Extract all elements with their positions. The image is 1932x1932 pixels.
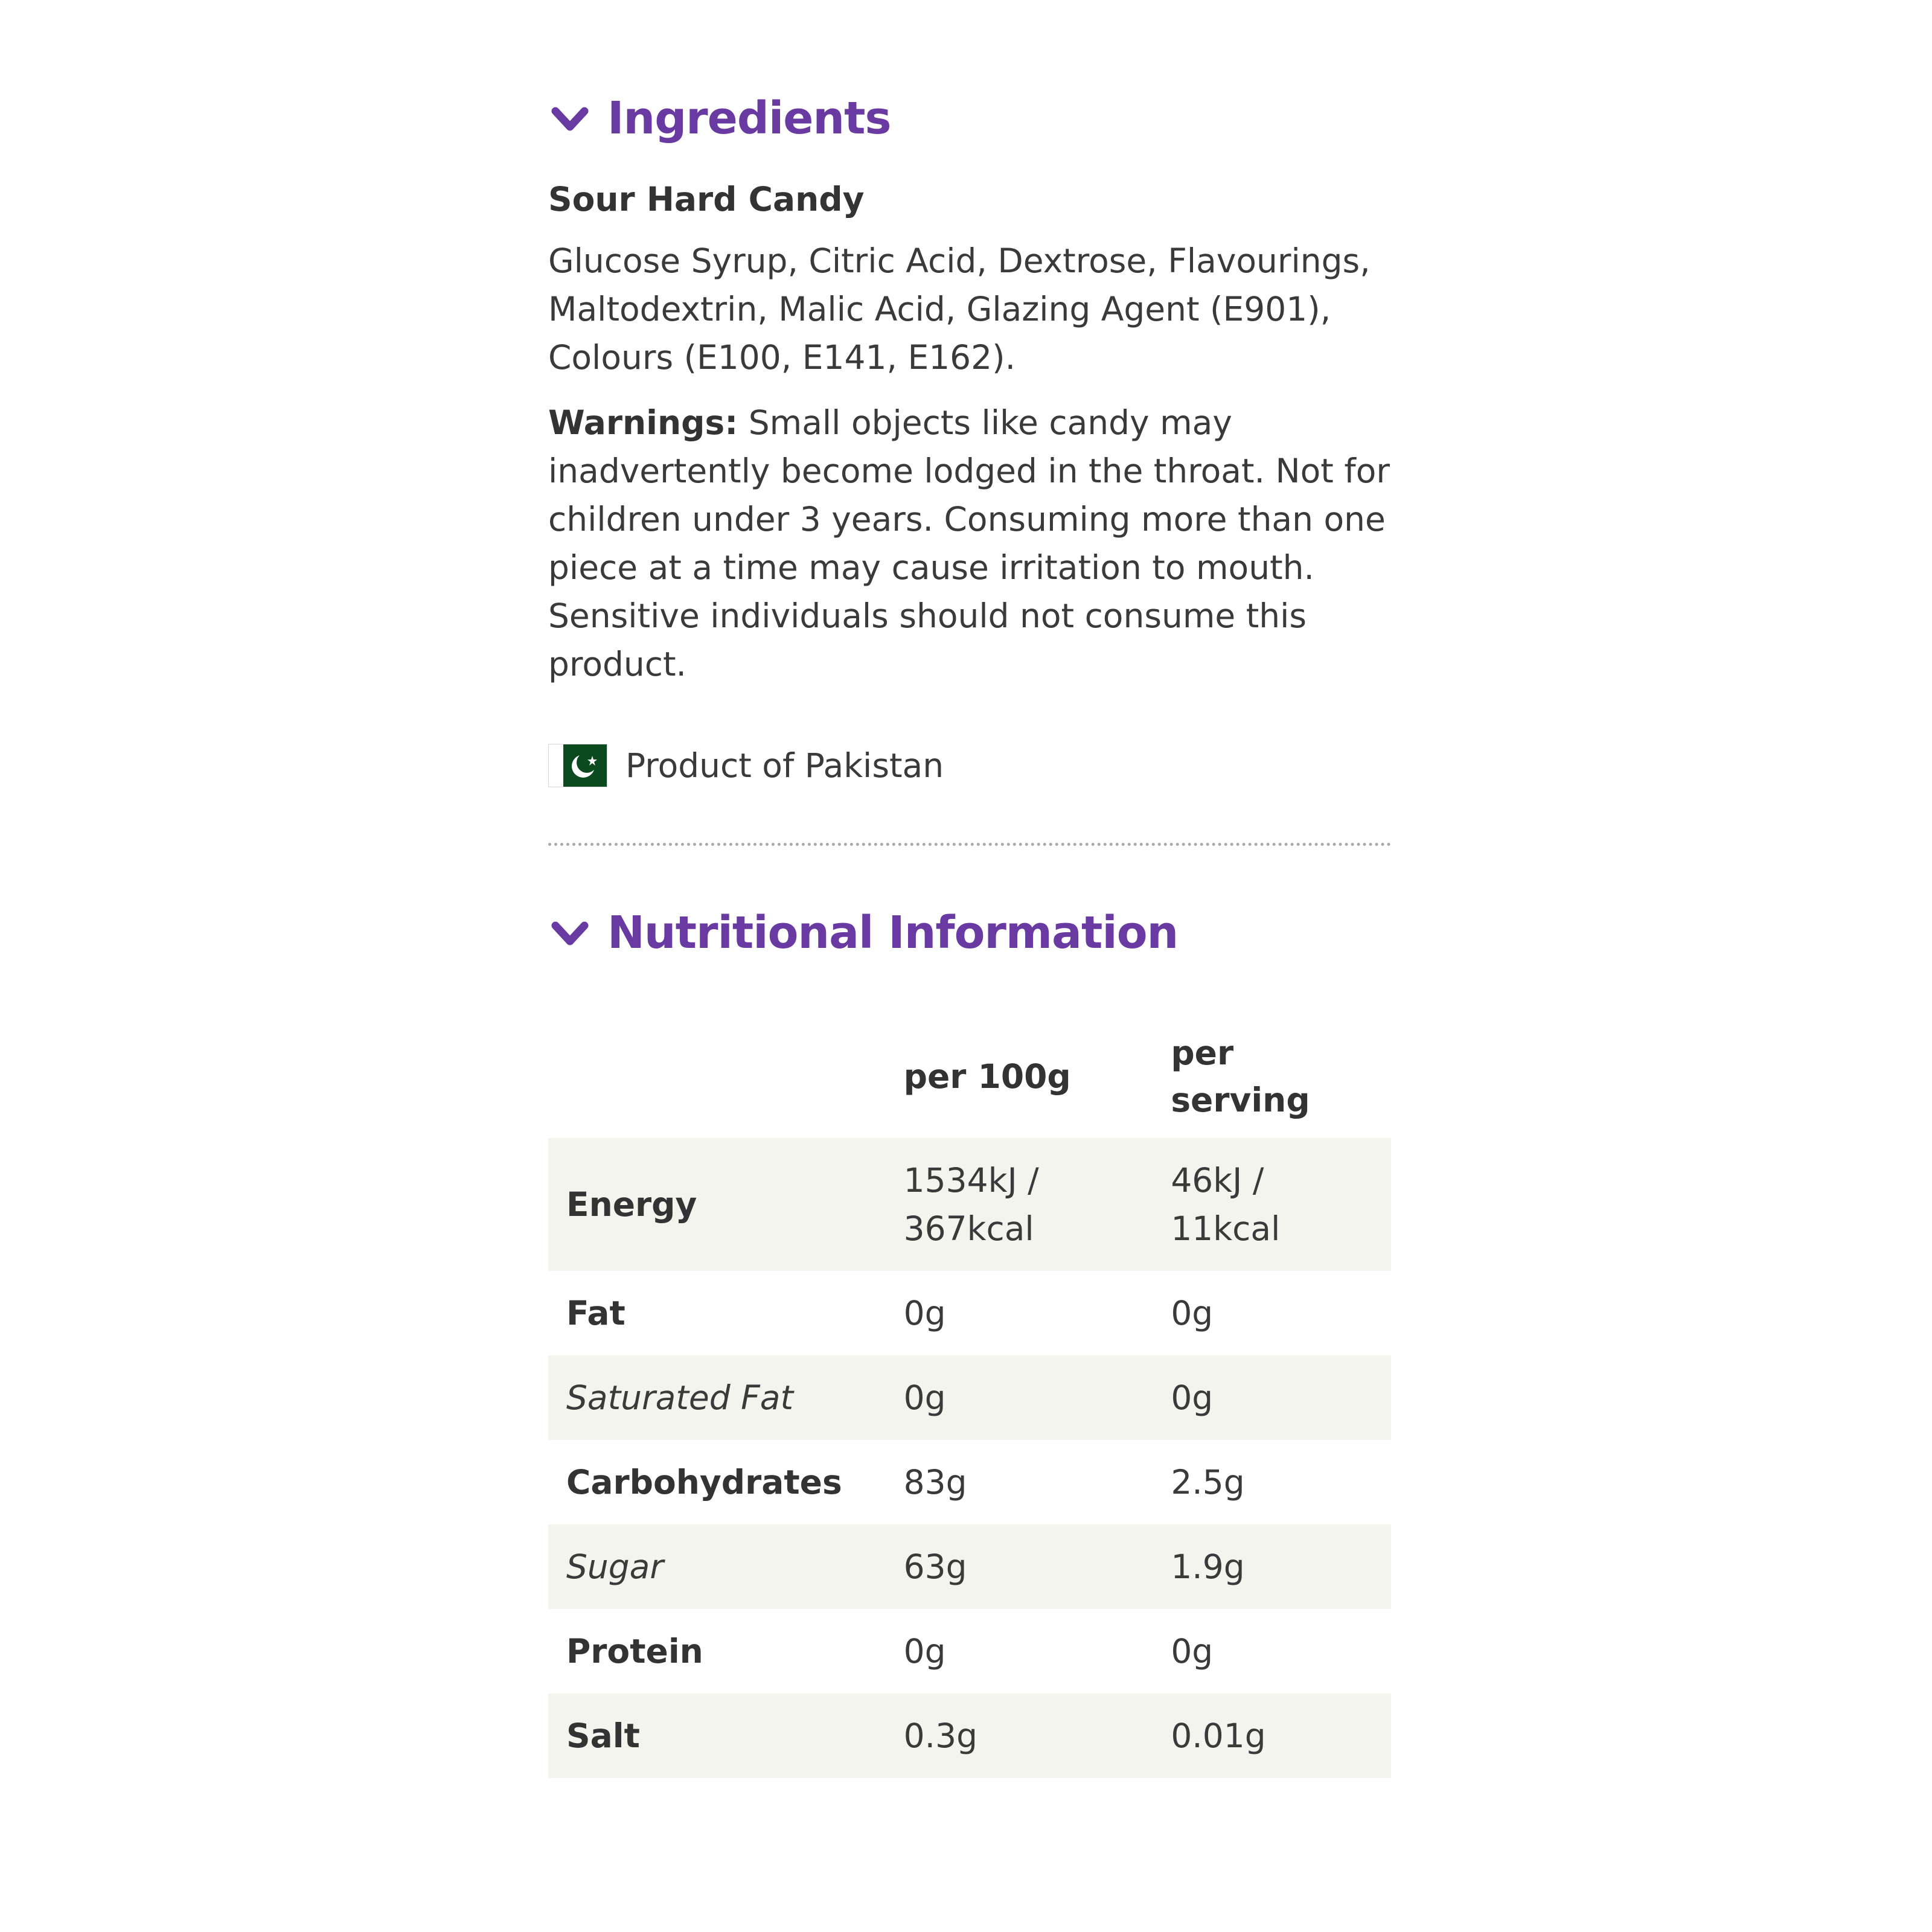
- nutrition-table-body: [548, 1138, 1391, 1778]
- column-header-per-serving: per serving: [1171, 1034, 1310, 1119]
- origin-text: Product of Pakistan: [625, 746, 944, 785]
- value-per-100g: 83g: [903, 1463, 967, 1502]
- pakistan-flag-icon: [548, 744, 607, 787]
- value-per-100g: 63g: [903, 1547, 967, 1586]
- value-per-100g: 0g: [903, 1294, 946, 1332]
- nutrient-label: Sugar: [566, 1547, 664, 1586]
- table-row: [548, 1609, 1391, 1694]
- nutrition-table: [548, 1015, 1391, 1778]
- nutrition-heading: Nutritional Information: [607, 907, 1179, 959]
- value-per-serving: 0g: [1171, 1294, 1214, 1332]
- ingredients-toggle[interactable]: [548, 85, 1391, 152]
- value-per-serving: 0g: [1171, 1378, 1214, 1417]
- nutrition-table-header: [548, 1015, 1391, 1138]
- value-per-100g: 0.3g: [903, 1716, 978, 1755]
- section-divider: [548, 843, 1391, 846]
- ingredients-content: [548, 152, 1391, 790]
- table-row: [548, 1138, 1391, 1271]
- nutrient-label: Protein: [566, 1632, 703, 1671]
- value-per-100g: 0g: [903, 1632, 946, 1671]
- value-per-100g: 0g: [903, 1378, 946, 1417]
- value-per-serving: 1.9g: [1171, 1547, 1245, 1586]
- value-per-serving: 2.5g: [1171, 1463, 1245, 1502]
- product-name: Sour Hard Candy: [548, 180, 865, 219]
- country-of-origin: [548, 741, 1391, 790]
- warnings-text: [548, 398, 1391, 688]
- column-header-per-100g: per 100g: [903, 1057, 1071, 1096]
- value-per-serving: 46kJ / 11kcal: [1171, 1161, 1281, 1248]
- nutrient-label: Carbohydrates: [566, 1463, 842, 1502]
- nutrition-toggle[interactable]: [548, 899, 1391, 967]
- warnings-body: Small objects like candy may inadvertently become lodged in the throat. Not for children under 3 years. Consuming more than one piece at a time may cause irritation to mouth. Sensitive individuals should not consume this product.: [548, 403, 1390, 683]
- table-header-row: [548, 1015, 1391, 1138]
- ingredients-section: [548, 85, 1391, 790]
- warnings-label: Warnings:: [548, 403, 738, 442]
- table-row: [548, 1524, 1391, 1609]
- ingredient-list: Glucose Syrup, Citric Acid, Dextrose, Flavourings, Maltodextrin, Malic Acid, Glazing Agent (E901), Colours (E100, E141, E162).: [548, 242, 1371, 377]
- table-row: [548, 1355, 1391, 1440]
- table-row: [548, 1440, 1391, 1524]
- nutrient-label: Saturated Fat: [566, 1378, 794, 1417]
- value-per-serving: 0g: [1171, 1632, 1214, 1671]
- ingredients-heading: Ingredients: [607, 92, 891, 144]
- value-per-100g: 1534kJ / 367kcal: [903, 1161, 1039, 1248]
- nutrient-label: Energy: [566, 1185, 697, 1224]
- nutrition-section: [548, 899, 1391, 1778]
- nutrient-label: Fat: [566, 1294, 625, 1332]
- nutrient-label: Salt: [566, 1716, 640, 1755]
- chevron-down-icon: [551, 913, 589, 952]
- value-per-serving: 0.01g: [1171, 1716, 1266, 1755]
- table-row: [548, 1694, 1391, 1778]
- table-row: [548, 1271, 1391, 1355]
- column-header-nutrient: [548, 1015, 886, 1138]
- chevron-down-icon: [551, 99, 589, 138]
- product-info-panel: [548, 85, 1391, 1778]
